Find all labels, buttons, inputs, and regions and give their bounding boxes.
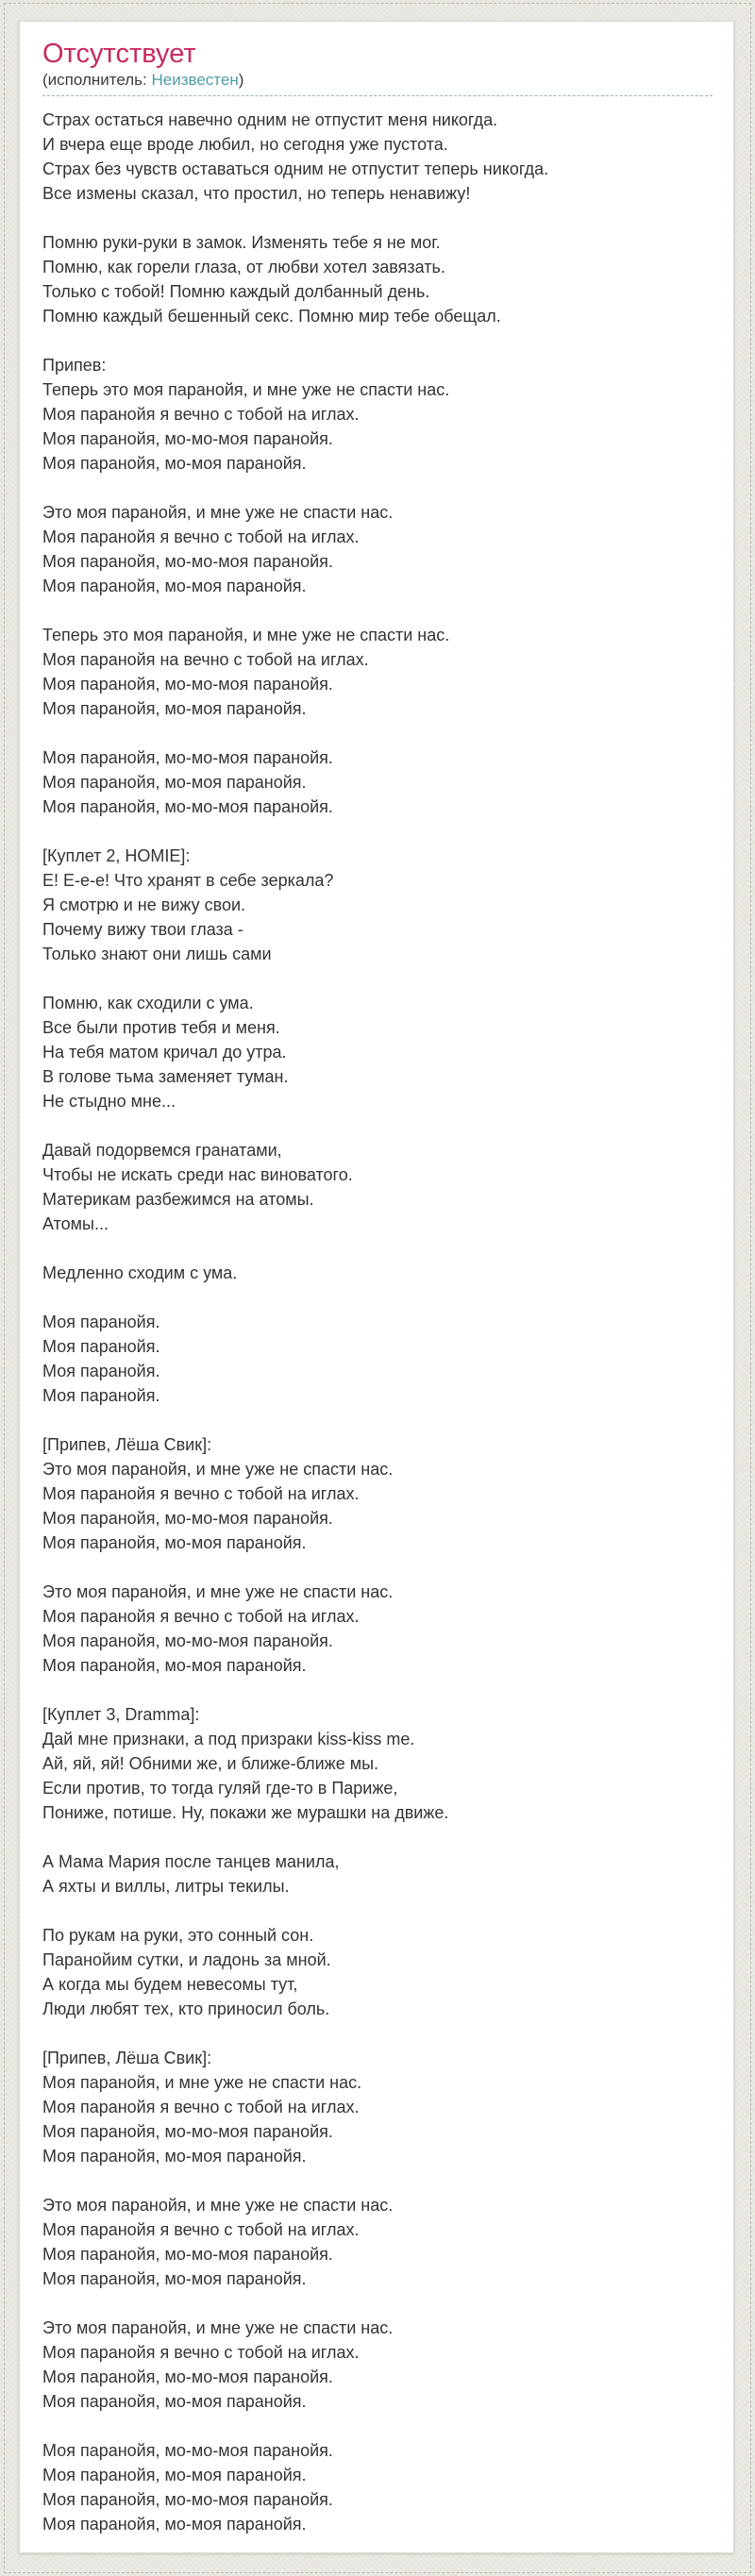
lyrics-line: Моя паранойя, и мне уже не спасти нас. — [42, 2073, 362, 2092]
artist-label-suffix: ) — [238, 71, 244, 89]
lyrics-line: Моя паранойя. — [42, 1362, 160, 1380]
lyrics-line: По рукам на руки, это сонный сон. — [42, 1926, 314, 1945]
lyrics-line: Помню каждый бешенный секс. Помню мир тебе обещал. — [42, 307, 501, 326]
lyrics-line: Припев: — [42, 356, 107, 375]
lyrics-line: Страх остаться навечно одним не отпустит меня никогда. — [42, 110, 498, 129]
lyrics-line: [Куплет 2, HOMIE]: — [42, 846, 191, 865]
lyrics-line: Моя паранойя, мо-мо-моя паранойя. — [42, 552, 333, 571]
lyrics-stanza — [42, 1849, 713, 1899]
lyrics-stanza — [42, 1702, 713, 1825]
lyrics-line: Не стыдно мне... — [42, 1092, 176, 1111]
lyrics-line: Я смотрю и не вижу свои. — [42, 895, 246, 914]
lyrics-stanza — [42, 108, 713, 206]
lyrics-line: Моя паранойя, мо-мо-моя паранойя. — [42, 2441, 333, 2460]
lyrics-line: Моя паранойя, мо-мо-моя паранойя. — [42, 2367, 333, 2386]
lyrics-line: [Припев, Лёша Свик]: — [42, 1435, 212, 1454]
lyrics-line: Это моя паранойя, и мне уже не спасти нас. — [42, 2196, 394, 2215]
lyrics-line: Моя паранойя, мо-моя паранойя. — [42, 454, 307, 473]
lyrics-stanza — [42, 1580, 713, 1678]
lyrics-line: Моя паранойя, мо-мо-моя паранойя. — [42, 2245, 333, 2264]
lyrics-line: Моя паранойя я вечно с тобой на иглах. — [42, 1607, 360, 1626]
lyrics-line: Моя паранойя, мо-моя паранойя. — [42, 1656, 307, 1675]
lyrics-line: Почему вижу твои глаза - — [42, 920, 243, 939]
lyrics-line: Материкам разбежимся на атомы. — [42, 1190, 314, 1209]
lyrics-line: Моя паранойя я вечно с тобой на иглах. — [42, 2098, 360, 2116]
page-title: Отсутствует — [42, 39, 196, 69]
lyrics-line: Е! Е-е-е! Что хранят в себе зеркала? — [42, 871, 334, 890]
lyrics-line: Моя паранойя, мо-моя паранойя. — [42, 699, 307, 718]
lyrics-line: Все измены сказал, что простил, но теперь ненавижу! — [42, 184, 471, 203]
lyrics-line: Моя паранойя, мо-мо-моя паранойя. — [42, 1631, 333, 1650]
lyrics-line: Теперь это моя паранойя, и мне уже не спасти нас. — [42, 380, 450, 399]
lyrics-stanza — [42, 844, 713, 966]
lyrics-line: Моя паранойя, мо-мо-моя паранойя. — [42, 797, 333, 816]
lyrics-stanza — [42, 230, 713, 328]
lyrics-line: Чтобы не искать среди нас виноватого. — [42, 1165, 353, 1184]
lyrics-line: Это моя паранойя, и мне уже не спасти нас. — [42, 503, 394, 522]
artist-link[interactable]: Неизвестен — [151, 71, 239, 89]
lyrics-line: Моя паранойя я вечно с тобой на иглах. — [42, 1484, 360, 1503]
lyrics-line: Моя паранойя, мо-моя паранойя. — [42, 2147, 307, 2166]
lyrics-line: Теперь это моя паранойя, и мне уже не спасти нас. — [42, 626, 450, 644]
lyrics-line: Все были против тебя и меня. — [42, 1018, 280, 1037]
lyrics-line: Моя паранойя я вечно с тобой на иглах. — [42, 527, 360, 546]
lyrics-line: Это моя паранойя, и мне уже не спасти нас. — [42, 2318, 394, 2337]
lyrics-stanza — [42, 2046, 713, 2168]
lyrics-line: Моя паранойя я вечно с тобой на иглах. — [42, 2220, 360, 2239]
lyrics-line: А яхты и виллы, литры текилы. — [42, 1877, 290, 1896]
lyrics-line: [Куплет 3, Dramma]: — [42, 1705, 200, 1724]
lyrics-line: На тебя матом кричал до утра. — [42, 1043, 287, 1062]
lyrics-line: А когда мы будем невесомы тут, — [42, 1975, 298, 1994]
lyrics-line: Моя паранойя, мо-моя паранойя. — [42, 1533, 307, 1552]
lyrics-line: А Мама Мария после танцев манила, — [42, 1852, 340, 1871]
lyrics-line: Пониже, потише. Ну, покажи же мурашки на движе. — [42, 1803, 449, 1822]
lyrics-line: Только знают они лишь сами — [42, 945, 272, 963]
lyrics-line: Моя паранойя, мо-моя паранойя. — [42, 2466, 307, 2484]
lyrics-stanza — [42, 2316, 713, 2414]
lyrics-stanza — [42, 1923, 713, 2021]
lyrics-line: Ай, яй, яй! Обними же, и ближе-ближе мы. — [42, 1754, 379, 1773]
lyrics-stanza — [42, 2438, 713, 2536]
lyrics-stanza — [42, 745, 713, 819]
lyrics-line: Давай подорвемся гранатами, — [42, 1141, 282, 1160]
artist-line — [42, 70, 713, 96]
lyrics-stanza — [42, 1432, 713, 1555]
lyrics-line: Моя паранойя, мо-мо-моя паранойя. — [42, 2122, 333, 2141]
lyrics-line: Моя паранойя. — [42, 1313, 160, 1331]
lyrics-line: Только с тобой! Помню каждый долбанный день. — [42, 282, 430, 301]
lyrics-line: Моя паранойя, мо-мо-моя паранойя. — [42, 2490, 333, 2509]
lyrics-line: Медленно сходим с ума. — [42, 1263, 238, 1282]
lyrics-line: Дай мне признаки, а под призраки kiss-kiss me. — [42, 1730, 415, 1748]
lyrics-line: Моя паранойя я вечно с тобой на иглах. — [42, 2343, 360, 2362]
lyrics-line: Моя паранойя, мо-моя паранойя. — [42, 577, 307, 595]
lyrics-line: Моя паранойя, мо-моя паранойя. — [42, 773, 307, 792]
lyrics-text — [42, 108, 713, 2536]
lyrics-line: Это моя паранойя, и мне уже не спасти нас. — [42, 1460, 394, 1479]
lyrics-line: Если против, то тогда гуляй где-то в Париже, — [42, 1779, 398, 1798]
lyrics-line: Моя паранойя на вечно с тобой на иглах. — [42, 650, 369, 669]
lyrics-stanza — [42, 353, 713, 476]
lyrics-stanza — [42, 991, 713, 1113]
lyrics-stanza — [42, 2193, 713, 2291]
lyrics-line: Помню, как горели глаза, от любви хотел завязать. — [42, 258, 445, 276]
lyrics-line: В голове тьма заменяет туман. — [42, 1067, 289, 1086]
lyrics-line: Моя паранойя, мо-мо-моя паранойя. — [42, 1509, 333, 1528]
lyrics-card — [19, 21, 734, 2553]
lyrics-line: Атомы... — [42, 1214, 109, 1233]
lyrics-line: Это моя паранойя, и мне уже не спасти нас. — [42, 1582, 394, 1601]
lyrics-line: Моя паранойя, мо-моя паранойя. — [42, 2515, 307, 2534]
lyrics-line: Помню руки-руки в замок. Изменять тебе я не мог. — [42, 233, 441, 252]
lyrics-stanza — [42, 1261, 713, 1285]
lyrics-line: Моя паранойя, мо-мо-моя паранойя. — [42, 675, 333, 694]
lyrics-line: Моя паранойя я вечно с тобой на иглах. — [42, 405, 360, 424]
artist-label-prefix: (исполнитель: — [42, 71, 152, 89]
lyrics-line: Паранойим сутки, и ладонь за мной. — [42, 1950, 331, 1969]
lyrics-line: Моя паранойя, мо-моя паранойя. — [42, 2269, 307, 2288]
lyrics-line: Люди любят тех, кто приносил боль. — [42, 1999, 330, 2018]
lyrics-line: Моя паранойя, мо-моя паранойя. — [42, 2392, 307, 2411]
lyrics-line: Моя паранойя, мо-мо-моя паранойя. — [42, 429, 333, 448]
lyrics-line: Страх без чувств оставаться одним не отпустит теперь никогда. — [42, 159, 549, 178]
lyrics-stanza — [42, 1138, 713, 1236]
lyrics-line: Моя паранойя. — [42, 1386, 160, 1405]
lyrics-stanza — [42, 1310, 713, 1408]
lyrics-line: Моя паранойя, мо-мо-моя паранойя. — [42, 748, 333, 767]
lyrics-line: И вчера еще вроде любил, но сегодня уже пустота. — [42, 135, 448, 154]
lyrics-line: Моя паранойя. — [42, 1337, 160, 1356]
lyrics-line: [Припев, Лёша Свик]: — [42, 2049, 212, 2067]
lyrics-stanza — [42, 623, 713, 721]
lyrics-line: Помню, как сходили с ума. — [42, 994, 254, 1012]
lyrics-stanza — [42, 500, 713, 598]
